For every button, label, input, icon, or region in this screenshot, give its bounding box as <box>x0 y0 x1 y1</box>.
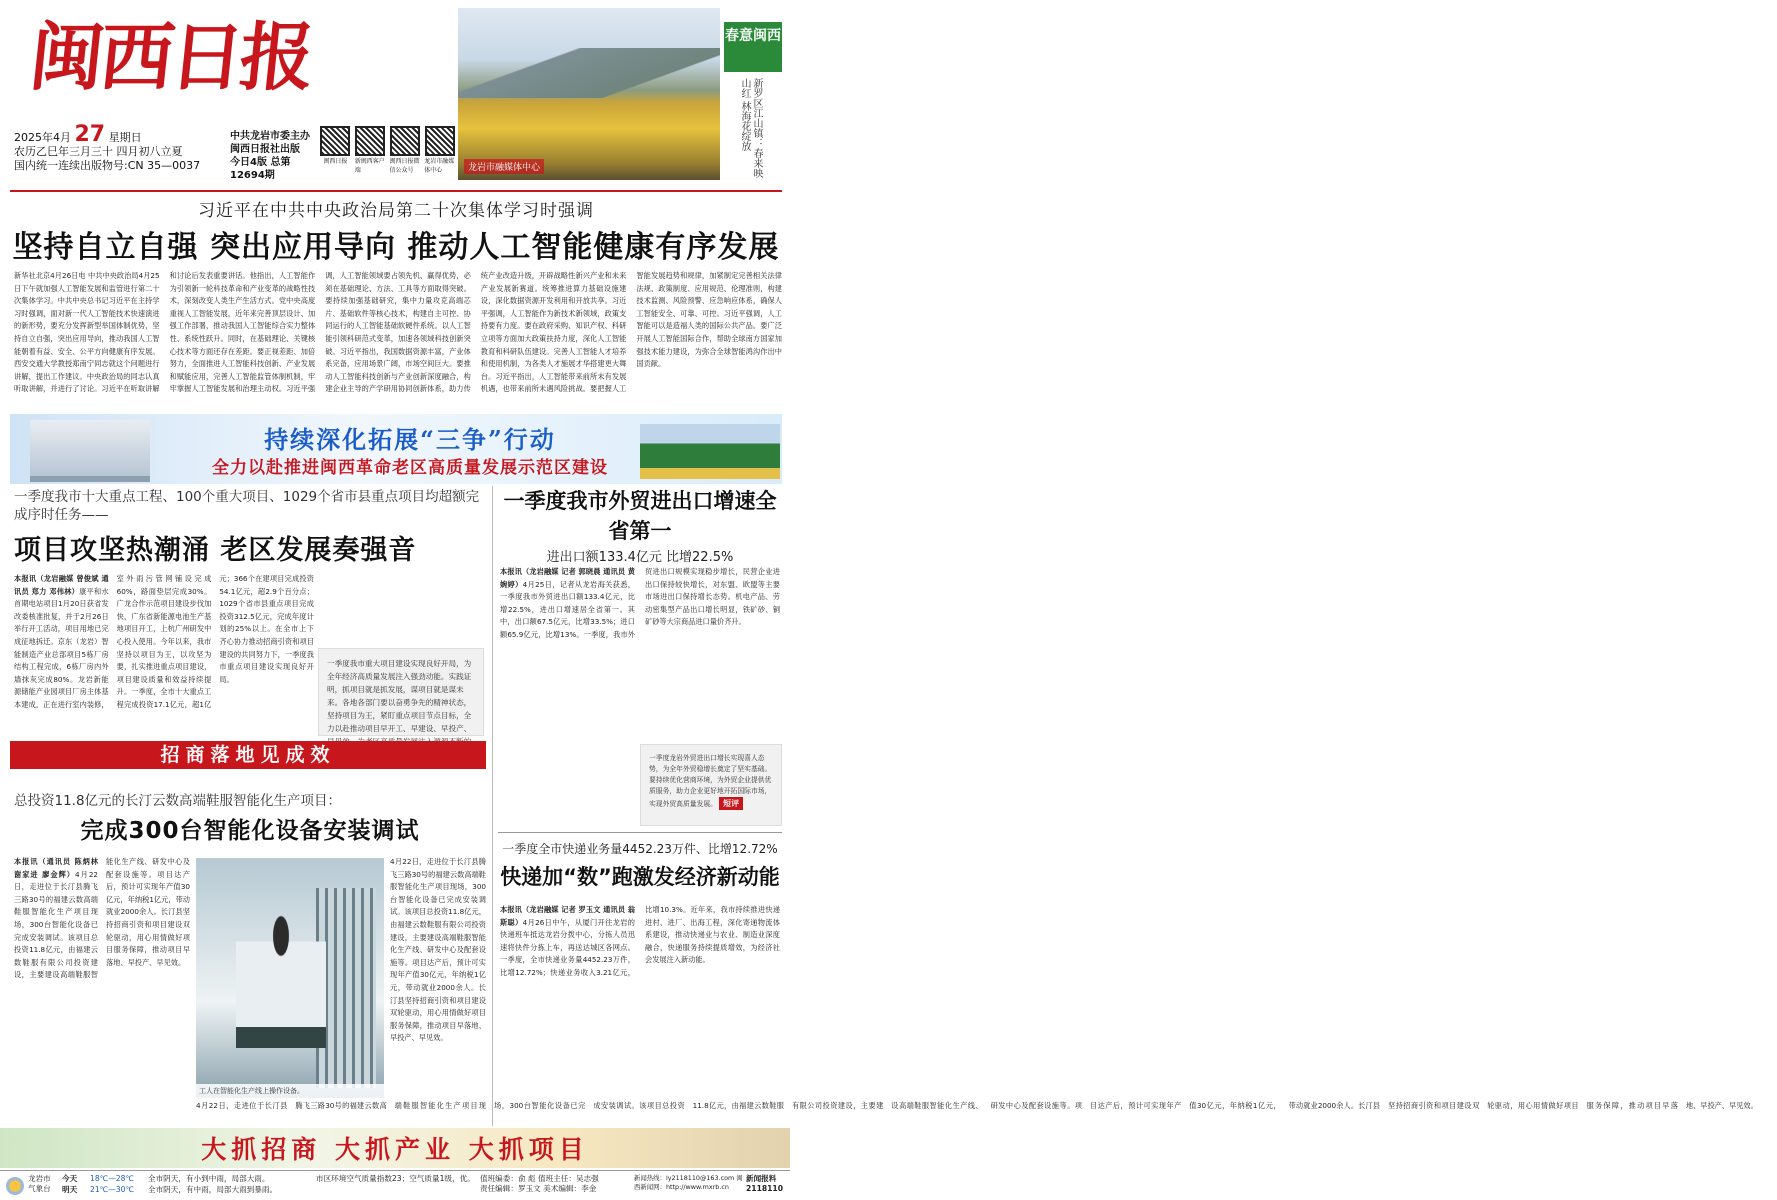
qr-code-icon <box>425 126 455 156</box>
building-image <box>30 420 150 482</box>
story2-subhead: 进出口额133.4亿元 比增22.5% <box>546 550 734 565</box>
story1-headline[interactable]: 项目攻坚热潮涌 老区发展奏强音 <box>14 535 417 566</box>
qr-item[interactable]: 龙岩市融媒体中心 <box>424 126 455 176</box>
story1-body: 本报讯（龙岩融媒 曾俊斌 通讯员 郑力 邓伟林）康平和水首期电站项目1月20日获省发改委核准批复，并于2月26日举行开工活动，项目用地已完成征地拆迁。京东（龙岩）智能制造产业总部项目5栋厂房结构工程完成，6栋厂房内外墙抹灰完成80%。龙岩新能源储能产业园项目厂房主体基本建成，正在进行室内装修，室外雨污管网铺设完成60%，路面垫层完成30%。广龙合作示范项目建设步伐加快，广东省新能源电池生产基地项目开工，上杭广州研发中心投入使用。今年以来，我市坚持以项目为王，以攻坚为要，扎实推进重点项目建设，项目建设质量和效益持续提升。一季度，全市十大重点工程完成投资17.1亿元，超1亿元；366个在建项目完成投资54.1亿元，超2.9个百分点；1029个省市县重点项目完成投资312.5亿元，完成年度计划的25%以上。在全市上下齐心协力推动招商引资和项目建设的共同努力下，一季度我市重点项目建设实现良好开局。 <box>14 574 314 709</box>
story3-headline[interactable]: 完成300台智能化设备安装调试 <box>80 818 420 844</box>
editors: 值班编委：俞 彪 值班主任：吴志强 责任编辑：罗玉文 美术编辑：李金 <box>480 1174 599 1193</box>
column-divider <box>492 486 493 1126</box>
today-temp: 18℃—28℃ <box>90 1174 134 1183</box>
tomorrow-temp: 21℃—30℃ <box>90 1185 134 1194</box>
qr-item[interactable]: 闽西日报微信公众号 <box>390 126 421 176</box>
photo-credit: 龙岩市融媒体中心 <box>464 159 544 174</box>
hotline-box: 新闻报料 2118110 <box>746 1174 783 1193</box>
today-label: 今天 <box>62 1174 78 1183</box>
story2-byline: 本报讯（龙岩融媒 记者 郭晓晨 通讯员 黄婉婷） <box>500 567 635 589</box>
lead-body: 新华社北京4月26日电 中共中央政治局4月25日下午就加强人工智能发展和监管进行第二十次集体学习。中共中央总书记习近平在主持学习时强调，面对新一代人工智能技术快速演进的新形势，要充分发挥新型举国体制优势，坚持自立自强，突出应用导向，推动我国人工智能朝着有益、安全、公平方向健康有序发展。西安交通大学教授郑南宁同志就这个问题进行讲解，提出工作建议。中央政治局的同志认真听取讲解，并进行了讨论。习近平在听取讲解和讨论后发表重要讲话。他指出，人工智能作为引领新一轮科技革命和产业变革的战略性技术，深刻改变人类生产生活方式。党中央高度重视人工智能发展，近年来完善顶层设计、加强工作部署，推动我国人工智能综合实力整体性、系统性跃升。同时，在基础理论、关键核心技术等方面还存在差距。要正视差距、加倍努力，全面推进人工智能科技创新、产业发展和赋能应用，完善人工智能监管体制机制，牢牢掌握人工智能发展和治理主动权。习近平强调，人工智能领域要占领先机、赢得优势，必须在基础理论、方法、工具等方面取得突破。要持续加强基础研究，集中力量攻克高端芯片、基础软件等核心技术，构建自主可控、协同运行的人工智能基础软硬件系统。以人工智能引领科研范式变革，加速各领域科技创新突破。习近平指出，我国数据资源丰富，产业体系完备，应用场景广阔，市场空间巨大。要推动人工智能科技创新与产业创新深度融合，构建企业主导的产学研用协同创新体系，助力传统产业改造升级，开辟战略性新兴产业和未来产业发展新赛道。统筹推进算力基础设施建设，深化数据资源开发利用和开放共享。习近平强调，人工智能作为新技术新领域，政策支持要有力度。要在政府采购、知识产权、科研立项等方面加大政策扶持力度，深化人工智能教育和科研队伍建设。完善人工智能人才培养和使用机制，为各类人才施展才华搭建更大舞台。习近平指出，人工智能带来前所未有发展机遇，也带来前所未遇风险挑战。要把握人工智能发展趋势和规律，加紧制定完善相关法律法规、政策制度、应用规范、伦理准则，构建技术监测、风险预警、应急响应体系，确保人工智能安全、可靠、可控。习近平强调，人工智能可以是造福人类的国际公共产品。要广泛开展人工智能国际合作，帮助全球南方国家加强技术能力建设，为弥合全球智能鸿沟作出中国贡献。 <box>14 271 782 394</box>
footer <box>0 1170 790 1200</box>
tomorrow-desc: 全市阴天，有中雨，局部大雨到暴雨。 <box>148 1185 278 1194</box>
masthead <box>0 0 790 190</box>
banner-line-2: 全力以赴推进闽西革命老区高质量发展示范区建设 <box>212 458 608 478</box>
story4-byline: 本报讯（龙岩融媒 记者 罗玉文 通讯员 翁斯聪） <box>500 905 635 927</box>
weekday: 星期日 <box>108 131 142 144</box>
story3-byline: 本报讯（通讯员 陈炳林 谢家进 廖金辉） <box>14 857 98 879</box>
qr-item[interactable]: 新闽西客户端 <box>355 126 386 176</box>
today-desc: 全市阴天，有小到中雨，局部大雨。 <box>148 1174 270 1183</box>
date-day: 27 <box>74 122 106 147</box>
comment-tag: 短评 <box>719 797 743 810</box>
story2-headline[interactable]: 一季度我市外贸进出口增速全省第一 <box>503 489 777 543</box>
story3-body-tail: 4月22日，走进位于长汀县腾飞三路30号的福建云数高端鞋服智能化生产项目现场，300台智能化设备已完成安装调试。该项目总投资11.8亿元，由福建云数鞋服有限公司投资建设，主要建设高端鞋服智能化生产线、研发中心及配套设施等。项目达产后，预计可实现年产值30亿元，年纳税1亿元，带动就业2000余人。长汀县坚持招商引资和项目建设双轮驱动，用心用情做好项目服务保障，推动项目早落地、早投产、早见效。 <box>196 1101 1758 1110</box>
side-caption: 新罗区江山镇：春来映山红 林海花绽放 <box>739 78 762 178</box>
weather-station: 龙岩市气象台 <box>28 1174 51 1193</box>
edition: 今日4版 总第12694期 <box>230 157 291 181</box>
dateline <box>14 122 264 173</box>
factory-photo <box>196 858 384 1098</box>
story1-comment: 一季度我市重大项目建设实现良好开局，为全年经济高质量发展注入强劲动能。实践证明，抓项目就是抓发展，谋项目就是谋未来。各地各部门要以奋勇争先的精神状态，坚持项目为王，紧盯重点项目节点目标，全力以赴推动项目早开工、早建设、早投产、 <box>318 648 484 736</box>
story3-kicker: 总投资11.8亿元的长汀云数高端鞋服智能化生产项目： <box>14 793 342 809</box>
tomorrow-label: 明天 <box>62 1185 78 1194</box>
lead-headline[interactable]: 坚持自立自强 突出应用导向 推动人工智能健康有序发展 <box>12 230 780 265</box>
banner-line-1: 持续深化拓展“三争”行动 <box>264 425 556 454</box>
air-quality: 市区环境空气质量指数23；空气质量1级，优。 <box>316 1174 475 1183</box>
train-image <box>640 424 780 479</box>
story2-body: 本报讯（龙岩融媒 记者 郭晓晨 通讯员 黄婉婷）4月25日，记者从龙岩海关获悉，一季度我市外贸进出口额133.4亿元，比增22.5%，进出口增速居全省第一。其中，出口额67.5亿元，比增33.5%；进口额65.9亿元，比增13%。一季度，我市外贸进出口规模实现稳步增长，民营企业进出口保持较快增长，对东盟、欧盟等主要市场进出口保持增长态势。机电产品、劳动密集型产品出口增长明显，铁矿砂、铜矿砂等大宗商品进口量价齐升。 <box>500 567 780 639</box>
story1-byline: 本报讯（龙岩融媒 曾俊斌 通讯员 郑力 邓伟林） <box>14 574 109 596</box>
sponsor: 中共龙岩市委主办 <box>230 131 310 142</box>
slogan-text: 大抓招商 大抓产业 大抓项目 <box>201 1135 589 1164</box>
story3-body-right: 4月22日，走进位于长汀县腾飞三路30号的福建云数高端鞋服智能化生产项目现场，300台智能化设备已完成安装调试。该项目总投资11.8亿元，由福建云数鞋服有限公司投资建设，主要建设高端鞋服智能化生产线、研发中心及配套设施等。项目达产后，预计可实现年产值30亿元，年纳税1亿元，带动就业2000余人。长汀县坚持招商引资和项目建设双轮驱动，用心用情做好项目服务保障，推动项目早落地、早投产、早见效。 <box>390 857 486 1043</box>
worker-figure <box>236 908 326 1048</box>
qr-item[interactable]: 闽西日报 <box>320 126 351 176</box>
divider <box>10 190 782 192</box>
lunar-date: 农历乙巳年三月三十 四月初八立夏 <box>14 145 183 158</box>
qr-codes <box>320 126 455 176</box>
weather-icon <box>6 1177 24 1195</box>
newspaper-logo: 闽西日报 <box>25 15 315 101</box>
landscape-photo <box>458 8 720 180</box>
section-bar: 招商落地见成效 <box>10 741 486 769</box>
story4-body: 本报讯（龙岩融媒 记者 罗玉文 通讯员 翁斯聪）4月26日中午，从厦门开往龙岩的快递班车抵达龙岩分拨中心，分拣人员迅速将快件分拣上车，再送达城区各网点。一季度，全市快递业务量4452.23万件，比增12.72%；快递业务收入3.21亿元，比增10.3%。近年来，我市持续推进快递进村、进厂、出海工程，深化寄递物流体系建设，推动快递业与农业、制造业深度融合，快递服务持续提质增效，为经济社会发展注入新动能。 <box>500 905 780 977</box>
qr-code-icon <box>320 126 350 156</box>
photo-caption: 工人在智能化生产线上操作设备。 <box>196 1084 384 1098</box>
story3-body: 本报讯（通讯员 陈炳林 谢家进 廖金辉）4月22日，走进位于长汀县腾飞三路30号的福建云数高端鞋服智能化生产项目现场，300台智能化设备已完成安装调试。该项目总投资11.8亿元，由福建云数鞋服有限公司投资建设，主要建设高端鞋服智能化生产线、研发中心及配套设施等。项目达产后，预计可实现年产值30亿元，年纳税1亿元，带动就业2000余人。长汀县坚持招商引资和项目建设双轮驱动，用心用情做好项目服务保障，推动项目早落地、早投产、早见效。 <box>14 857 190 980</box>
campaign-banner <box>10 414 782 484</box>
mountain-shape <box>458 48 720 98</box>
story4-headline[interactable]: 快递加“数”跑激发经济新动能 <box>500 865 780 889</box>
side-caption-box <box>724 8 782 180</box>
spring-tag: 春意闽西 <box>724 22 782 72</box>
slogan-band <box>0 1128 790 1168</box>
qr-code-icon <box>390 126 420 156</box>
publisher-info <box>230 130 325 182</box>
date-prefix: 2025年4月 <box>14 131 71 144</box>
divider <box>498 832 782 833</box>
story4-kicker: 一季度全市快递业务量4452.23万件、比增12.72% <box>502 842 778 856</box>
story1-kicker: 一季度我市十大重点工程、100个重大项目、1029个省市县重点项目均超额完成序时任务—— <box>14 489 480 523</box>
contact-info[interactable]: 新闻热线：ly2118110@163.com 闽西新闻网：http://www.mxrb.cn <box>634 1174 743 1191</box>
qr-code-icon <box>355 126 385 156</box>
lead-kicker: 习近平在中共中央政治局第二十次集体学习时强调 <box>198 201 594 221</box>
cn-number: 国内统一连续出版物号:CN 35—0037 <box>14 159 201 172</box>
publisher: 闽西日报社出版 <box>230 144 300 155</box>
story2-comment: 一季度龙岩外贸进出口增长实现喜人态势，为全年外贸稳增长奠定了坚实基础。要持续优化营商环境，为外贸企业提供优质服务，助力企业更好地开拓国际市场，实现外贸高质量发展。 短评 <box>640 744 782 826</box>
